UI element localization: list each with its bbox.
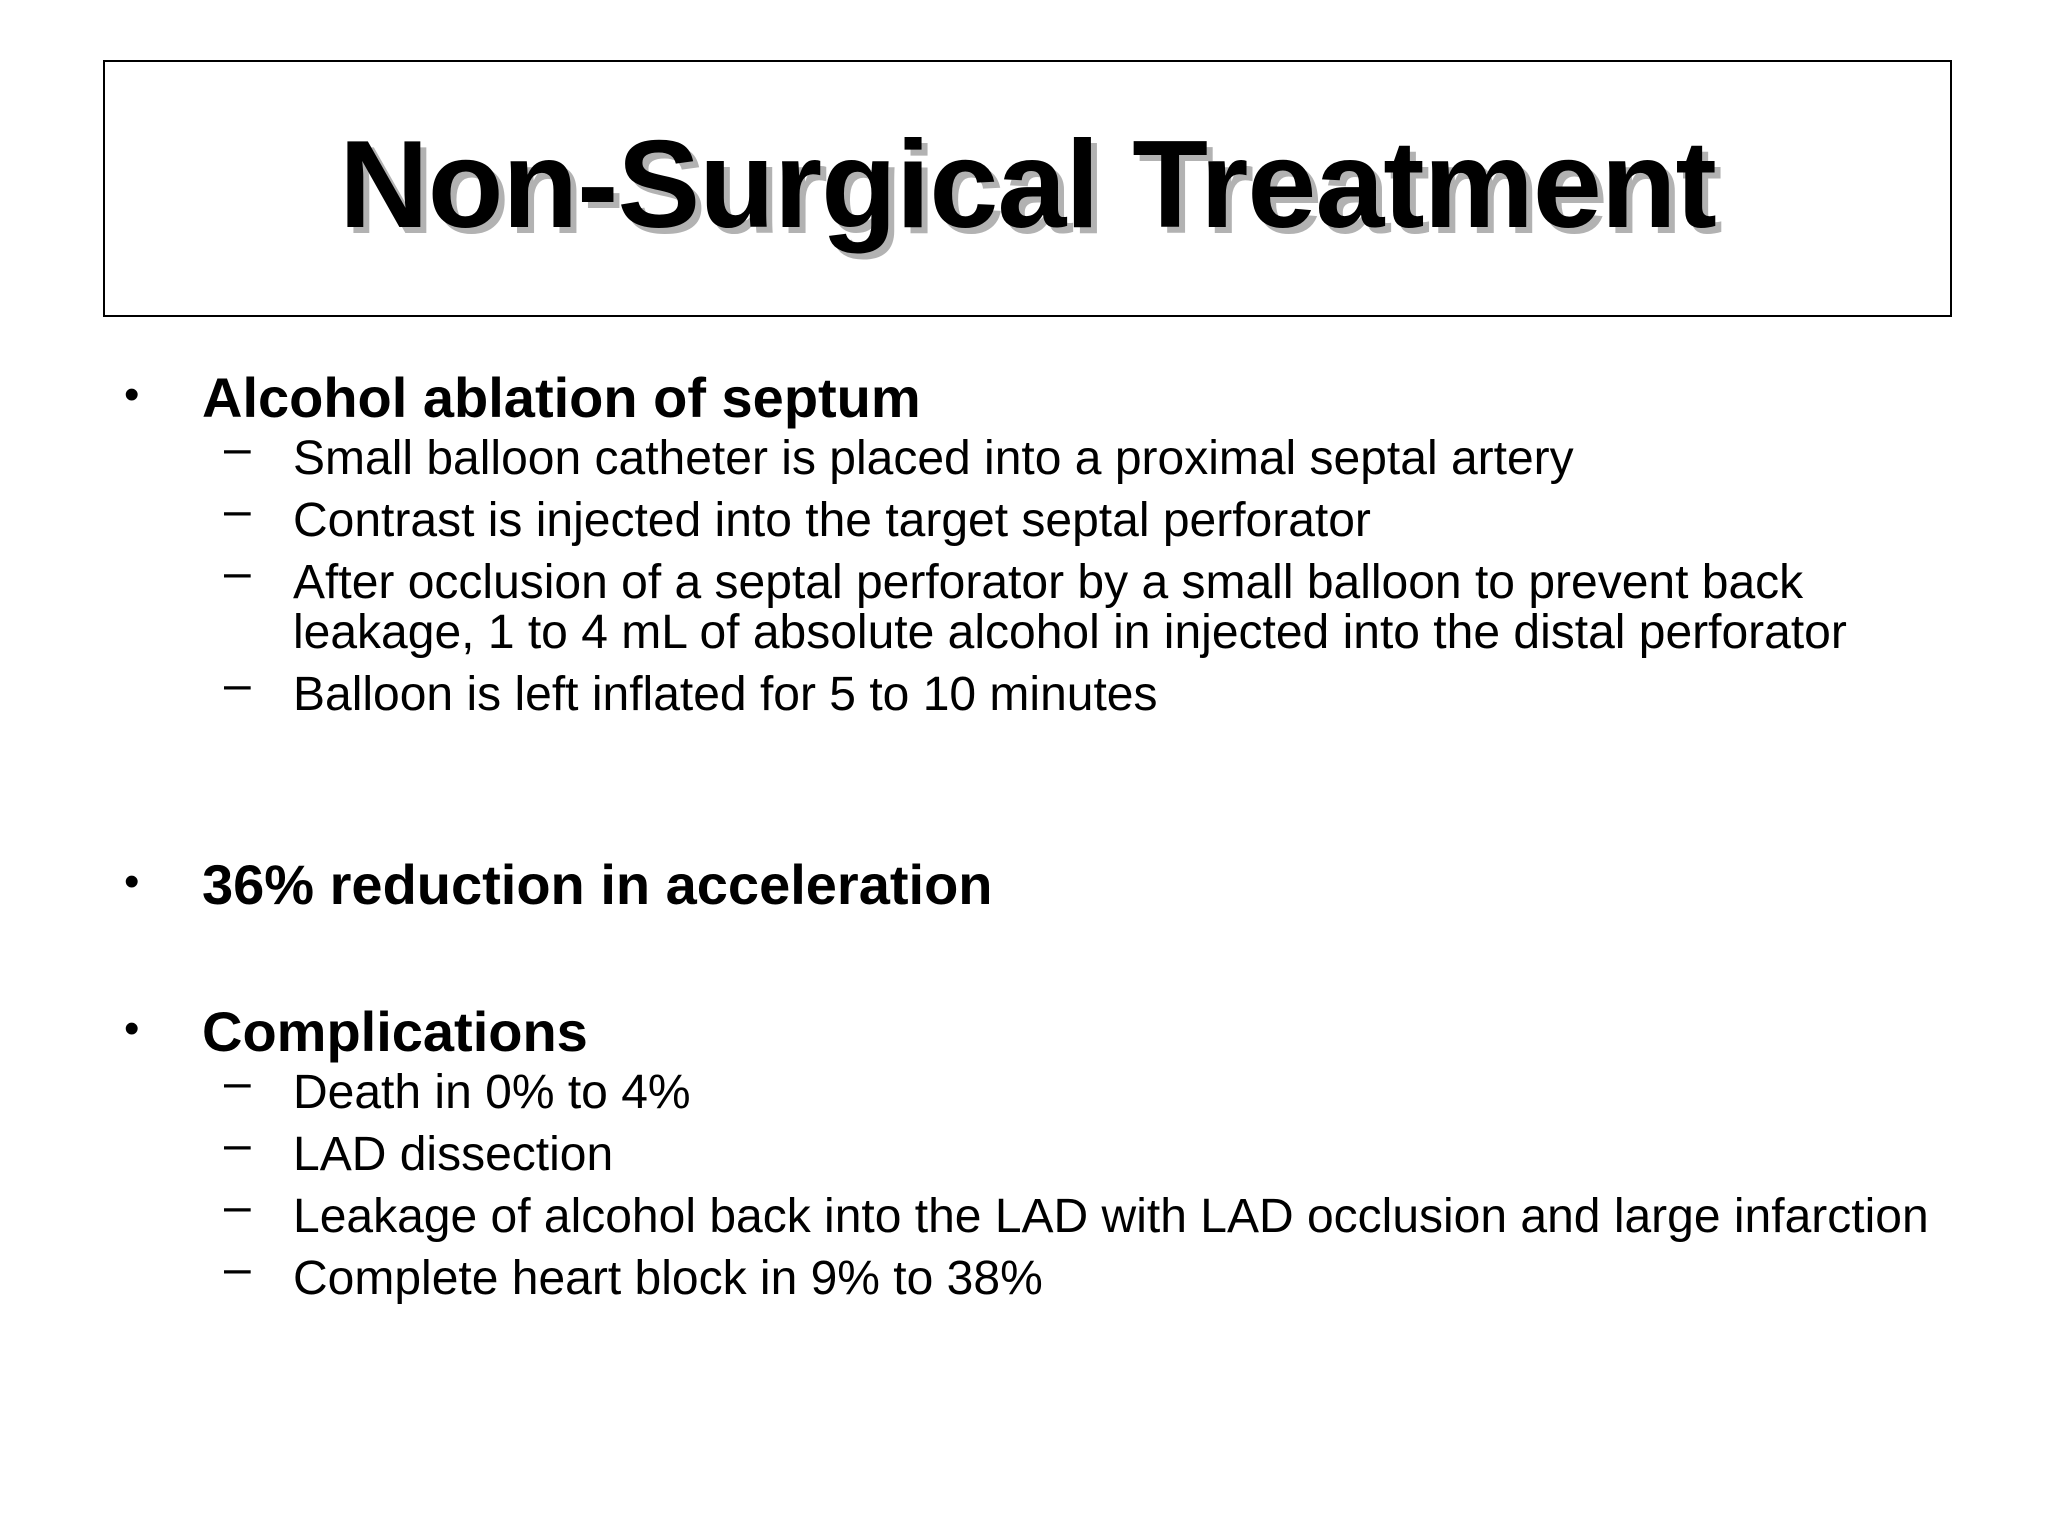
bullet-row [124, 853, 2004, 917]
bullet-dot-icon: • [124, 1004, 140, 1053]
sub-item [224, 1242, 2004, 1316]
sub-item-text: Balloon is left inflated for 5 to 10 minutes [293, 668, 1158, 721]
sub-item [224, 1118, 2004, 1192]
sub-item-text: After occlusion of a septal perforator by a small balloon to prevent back leakage, 1 to 4 mL of absolute alcohol in injected into the distal perforator [293, 556, 1847, 659]
bullet-heading: Complications [202, 1000, 588, 1063]
bullet-reduction [124, 853, 2004, 917]
dash-icon: – [224, 546, 251, 599]
bullet-dot-icon: • [124, 857, 140, 906]
sub-list [124, 1056, 2004, 1316]
dash-icon: – [224, 422, 251, 475]
dash-icon: – [224, 658, 251, 711]
sub-item-text: Small balloon catheter is placed into a proximal septal artery [293, 432, 1574, 485]
slide-title: Non-Surgical Treatment [339, 115, 1716, 254]
dash-icon: – [224, 1242, 251, 1295]
bullet-heading: Alcohol ablation of septum [202, 366, 921, 429]
dash-icon: – [224, 1180, 251, 1233]
sub-item [224, 484, 2004, 558]
sub-item [224, 1056, 2004, 1130]
sub-item [224, 546, 2004, 670]
sub-item [224, 658, 2004, 732]
bullet-row [124, 366, 2004, 430]
bullet-row [124, 1000, 2004, 1064]
bullet-alcohol-ablation [124, 366, 2004, 732]
bullet-heading: 36% reduction in acceleration [202, 853, 993, 916]
sub-item-text: Complete heart block in 9% to 38% [293, 1252, 1043, 1305]
sub-item-text: Death in 0% to 4% [293, 1066, 691, 1119]
dash-icon: – [224, 484, 251, 537]
sub-item-text: Leakage of alcohol back into the LAD with LAD occlusion and large infarction [293, 1190, 1929, 1243]
bullet-dot-icon: • [124, 370, 140, 419]
sub-item-text: LAD dissection [293, 1128, 614, 1181]
dash-icon: – [224, 1118, 251, 1171]
sub-list [124, 422, 2004, 732]
sub-item-text: Contrast is injected into the target septal perforator [293, 494, 1371, 547]
bullet-complications [124, 1000, 2004, 1316]
sub-item [224, 422, 2004, 496]
sub-item [224, 1180, 2004, 1254]
title-box [103, 60, 1952, 317]
dash-icon: – [224, 1056, 251, 1109]
